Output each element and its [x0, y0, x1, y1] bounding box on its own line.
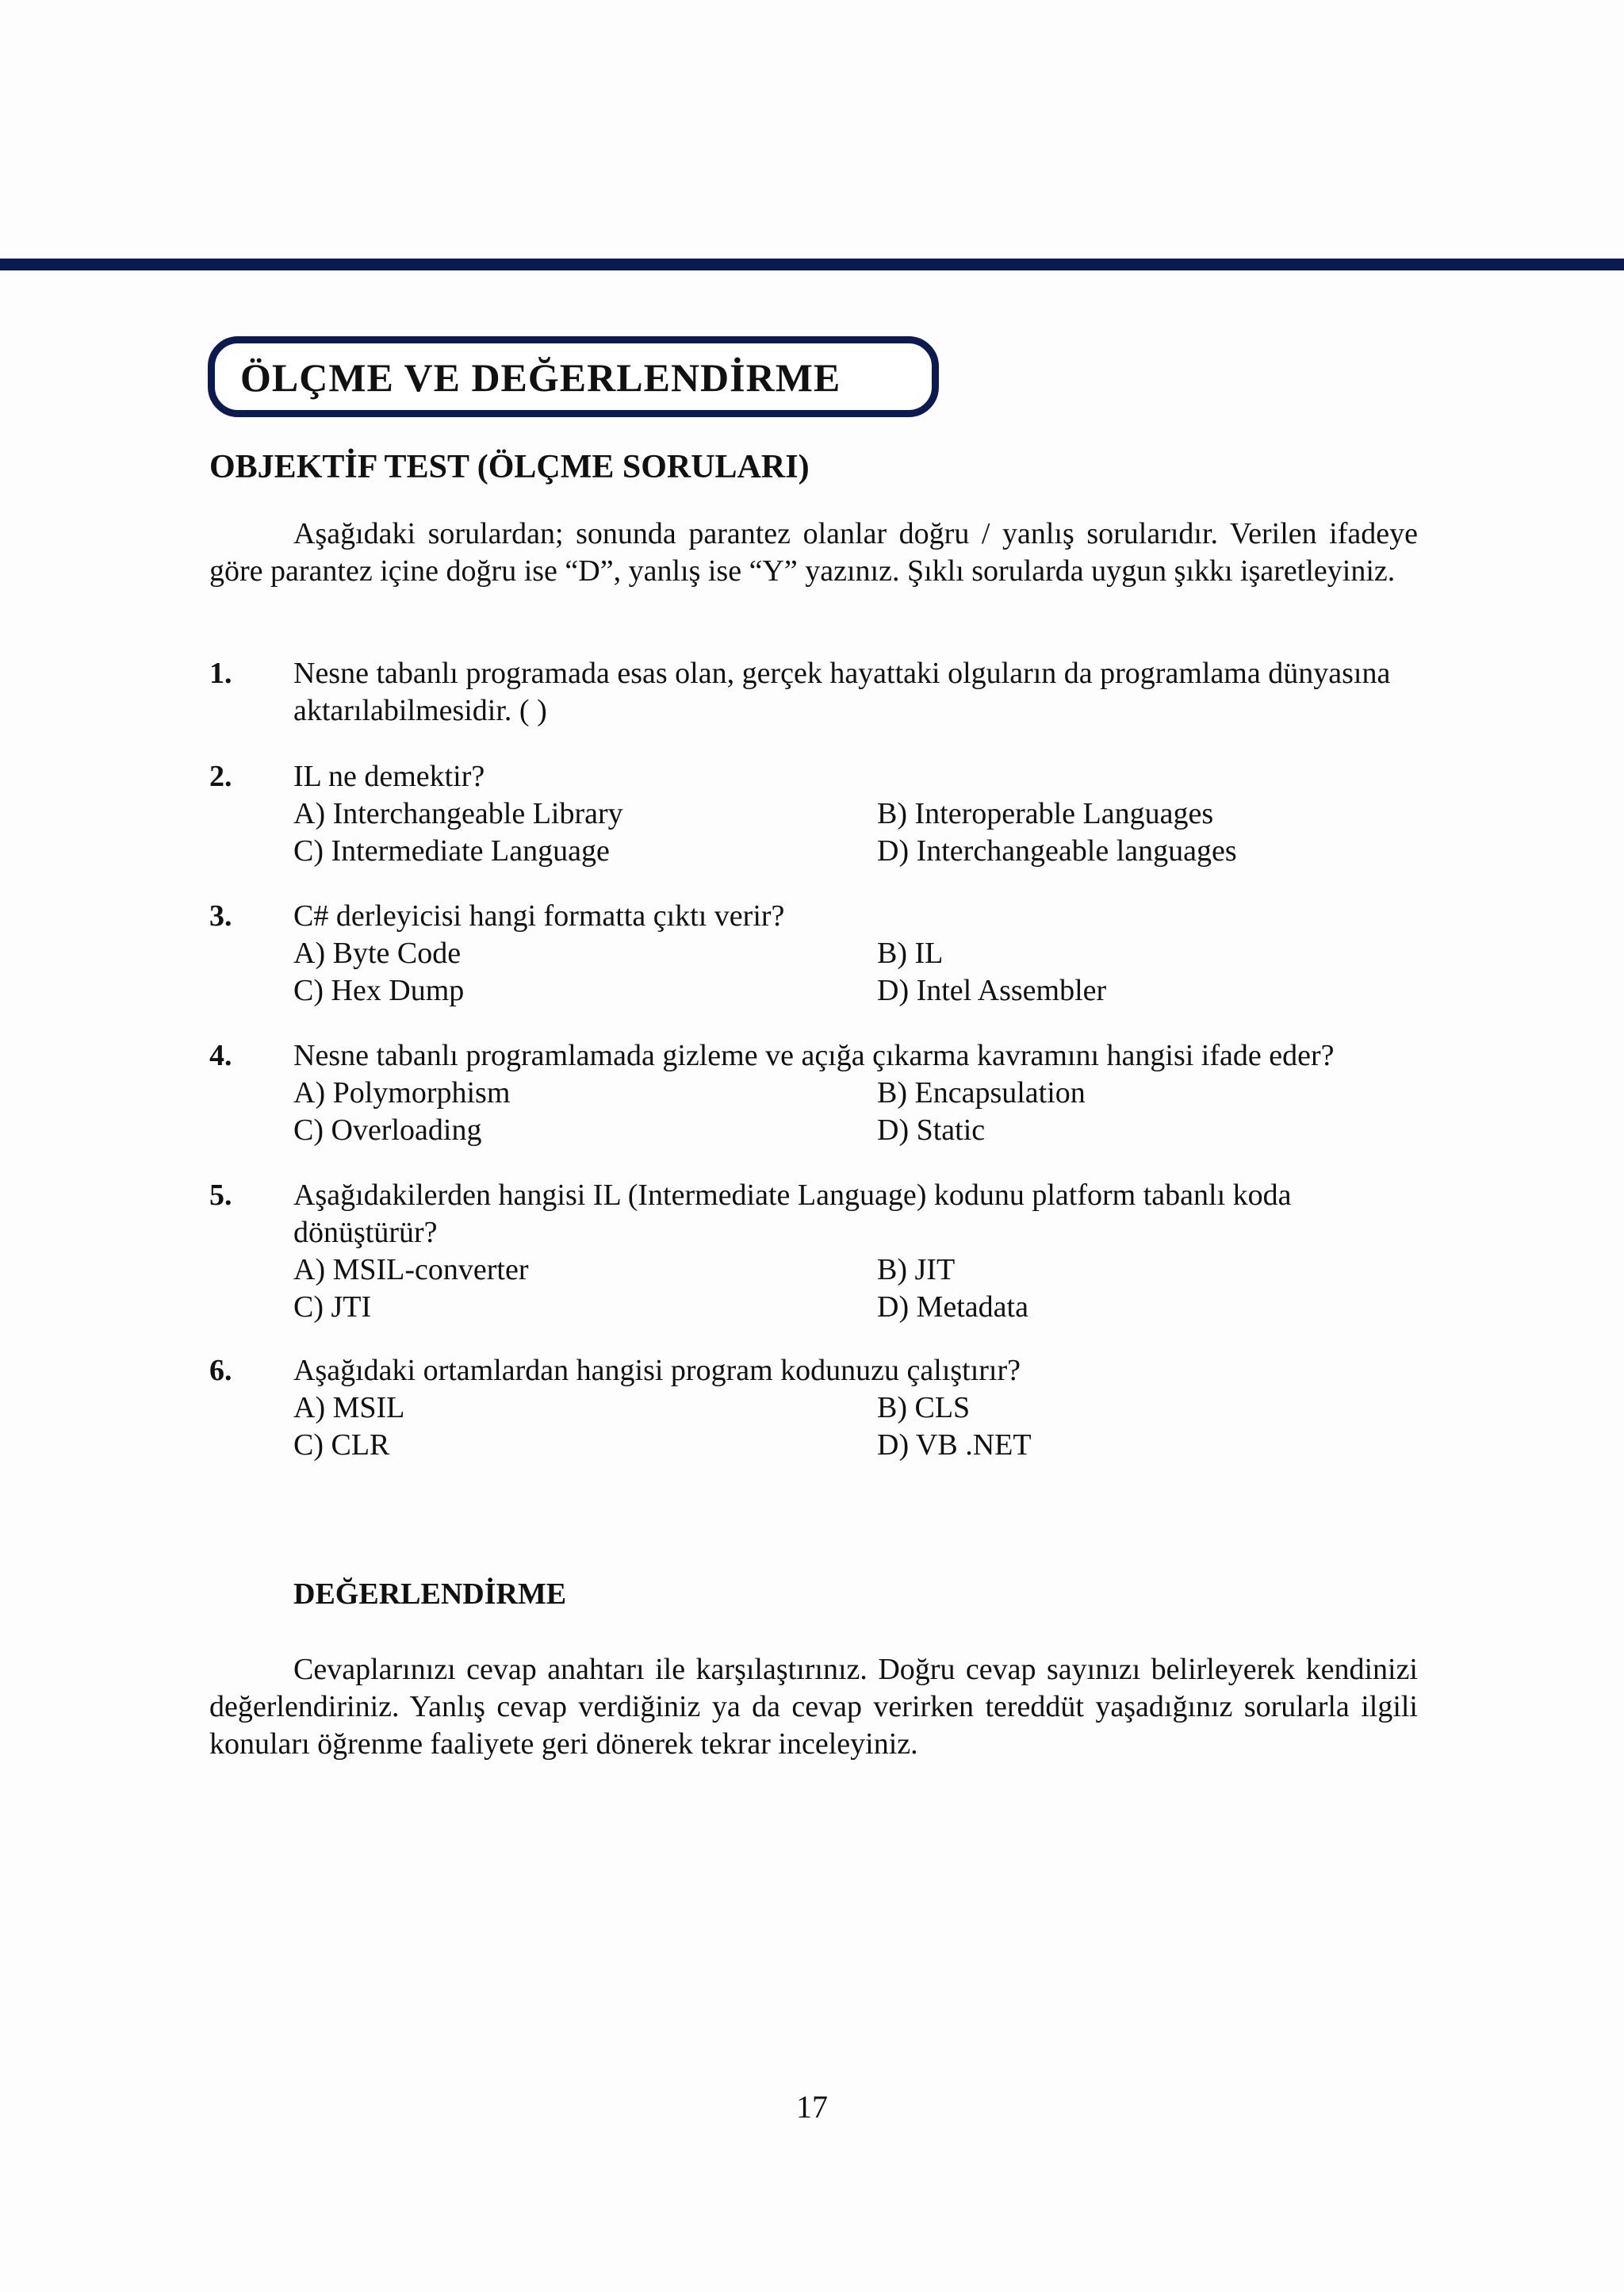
option-c[interactable]: C) Overloading [293, 1113, 482, 1147]
option-b[interactable]: B) Interoperable Languages [877, 797, 1214, 830]
question-5 [209, 1177, 1418, 1326]
answer-options [293, 1075, 1418, 1149]
option-c[interactable]: C) CLR [293, 1428, 390, 1462]
question-number: 5. [209, 1179, 232, 1212]
question-4 [209, 1037, 1418, 1149]
option-d[interactable]: D) VB .NET [877, 1428, 1032, 1462]
question-2 [209, 758, 1418, 870]
question-number: 2. [209, 760, 232, 793]
answer-options [293, 1389, 1418, 1464]
question-3 [209, 898, 1418, 1010]
option-b[interactable]: B) JIT [877, 1253, 956, 1286]
option-c[interactable]: C) Intermediate Language [293, 834, 610, 868]
option-d[interactable]: D) Intel Assembler [877, 974, 1107, 1007]
header-rule [0, 259, 1624, 270]
answer-options [293, 795, 1418, 870]
option-a[interactable]: A) Interchangeable Library [293, 797, 623, 830]
question-text: Nesne tabanlı programada esas olan, gerçek hayattaki olguların da programlama dünyasına aktarılabilmesidir. ( ) [293, 657, 1391, 727]
question-6 [209, 1352, 1418, 1464]
page-number: 17 [796, 2089, 828, 2125]
question-text: Nesne tabanlı programlamada gizleme ve açığa çıkarma kavramını hangisi ifade eder? [293, 1039, 1335, 1072]
title-box [208, 336, 939, 417]
option-c[interactable]: C) JTI [293, 1290, 372, 1324]
question-number: 6. [209, 1354, 232, 1387]
instructions-paragraph: Aşağıdaki sorulardan; sonunda parantez olanlar doğru / yanlış sorularıdır. Verilen ifadeye göre parantez içine doğru ise “D”, yanlış ise “Y” yazınız. Şıklı sorularda uygun şıkkı işaretleyiniz. [209, 517, 1418, 588]
option-a[interactable]: A) Byte Code [293, 937, 462, 970]
option-b[interactable]: B) CLS [877, 1391, 971, 1424]
question-number: 3. [209, 899, 232, 933]
option-d[interactable]: D) Interchangeable languages [877, 834, 1237, 868]
question-text: IL ne demektir? [293, 760, 485, 793]
question-number: 1. [209, 657, 232, 690]
option-c[interactable]: C) Hex Dump [293, 974, 465, 1007]
section-heading: OBJEKTİF TEST (ÖLÇME SORULARI) [209, 449, 810, 485]
question-text: Aşağıdakilerden hangisi IL (Intermediate Language) kodunu platform tabanlı koda dönüştürür? [293, 1179, 1292, 1249]
question-text: C# derleyicisi hangi formatta çıktı verir? [293, 899, 785, 933]
option-a[interactable]: A) Polymorphism [293, 1076, 511, 1110]
question-number: 4. [209, 1039, 232, 1072]
evaluation-paragraph: Cevaplarınızı cevap anahtarı ile karşılaştırınız. Doğru cevap sayınızı belirleyerek kendinizi değerlendiriniz. Yanlış cevap verdiğiniz ya da cevap verirken tereddüt yaşadığınız sorularla ilgili konuları öğrenme faaliyete geri dönerek tekrar inceleyiniz. [209, 1653, 1418, 1761]
page-title: ÖLÇME VE DEĞERLENDİRME [240, 355, 841, 400]
option-a[interactable]: A) MSIL [293, 1391, 405, 1424]
answer-options [293, 1251, 1418, 1326]
question-text: Aşağıdaki ortamlardan hangisi program kodunuzu çalıştırır? [293, 1354, 1021, 1387]
evaluation-heading: DEĞERLENDİRME [293, 1577, 567, 1611]
question-1 [209, 655, 1418, 730]
option-d[interactable]: D) Metadata [877, 1290, 1028, 1324]
option-a[interactable]: A) MSIL-converter [293, 1253, 529, 1286]
option-d[interactable]: D) Static [877, 1113, 986, 1147]
option-b[interactable]: B) Encapsulation [877, 1076, 1086, 1110]
option-b[interactable]: B) IL [877, 937, 944, 970]
answer-options [293, 935, 1418, 1010]
